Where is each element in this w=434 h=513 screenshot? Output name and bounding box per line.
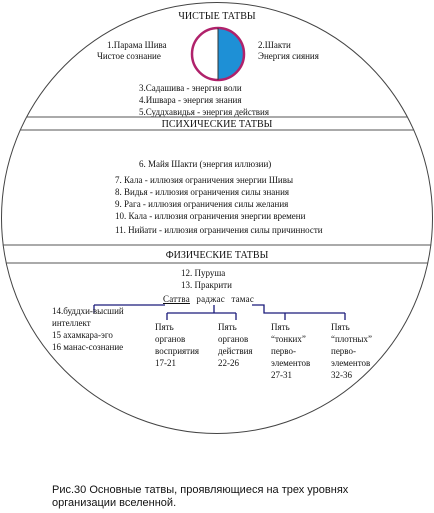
group-line: элементов [331, 358, 371, 368]
group-line: Пять [218, 322, 237, 332]
physical-tattvas-title: ФИЗИЧЕСКИЕ ТАТВЫ [165, 250, 269, 261]
group-line: 32-36 [331, 370, 352, 380]
psychic-item: 10. Кала - иллюзия ограничения энергии времени [115, 211, 306, 221]
guna-sattva: Саттва [163, 294, 190, 304]
group-line: Пять [155, 322, 174, 332]
shiva-shakti-disc [192, 28, 244, 80]
parama-shiva-label: 1.Парама Шива [107, 40, 167, 50]
mind-item: 16 манас-сознание [52, 342, 124, 352]
group-subtle-elements [271, 322, 310, 380]
pure-item: 4.Ишвара - энергия знания [139, 95, 242, 105]
prakriti-label: 13. Пракрити [181, 280, 232, 290]
pure-consciousness-label: Чистое сознание [97, 51, 161, 61]
guna-rajas: раджас [196, 294, 225, 304]
pure-tattvas-title: ЧИСТЫЕ ТАТВЫ [178, 11, 256, 22]
caption-line-1: Рис.30 Основные татвы, проявляющиеся на трех уровнях [52, 484, 349, 496]
shakti-label: 2.Шакти [258, 40, 291, 50]
psychic-item: 6. Майя Шакти (энергия иллюзии) [139, 159, 272, 169]
psychic-item: 9. Рага - иллюзия ограничения силы желания [115, 199, 289, 209]
caption-line-2: организации вселенной. [52, 497, 177, 509]
group-line: 27-31 [271, 370, 292, 380]
gunas-row [163, 294, 254, 304]
figure-caption [52, 484, 348, 510]
pure-item: 3.Садашива - энергия воли [139, 83, 242, 93]
group-line: 22-26 [218, 358, 239, 368]
radiance-energy-label: Энергия сияния [258, 51, 319, 61]
group-line: 17-21 [155, 358, 176, 368]
group-line: элементов [271, 358, 311, 368]
group-line: органов [155, 334, 186, 344]
psychic-item: 11. Нийати - иллюзия ограничения силы причинности [115, 225, 323, 235]
group-perception [155, 322, 199, 368]
group-gross-elements [331, 322, 372, 380]
mind-item: 14.буддхи-высший [52, 306, 124, 316]
purusha-label: 12. Пуруша [181, 268, 226, 278]
psychic-item: 7. Кала - иллюзия ограничения энергии Шивы [115, 175, 294, 185]
group-line: действия [218, 346, 253, 356]
guna-tamas: тамас [231, 294, 255, 304]
group-line: “тонких” [271, 334, 306, 344]
group-line: органов [218, 334, 249, 344]
group-line: восприятия [155, 346, 200, 356]
group-line: Пять [271, 322, 290, 332]
group-line: “плотных” [331, 334, 372, 344]
group-line: перво- [331, 346, 356, 356]
group-line: Пять [331, 322, 350, 332]
psychic-tattvas-title: ПСИХИЧЕСКИЕ ТАТВЫ [161, 119, 273, 130]
mind-item: 15 ахамкара-эго [52, 330, 113, 340]
pure-item: 5.Суддхавидья - энергия действия [139, 107, 269, 117]
mind-item: интеллект [52, 318, 91, 328]
group-line: перво- [271, 346, 296, 356]
psychic-item: 8. Видья - иллюзия ограничения силы знания [115, 187, 290, 197]
group-action [218, 322, 253, 368]
